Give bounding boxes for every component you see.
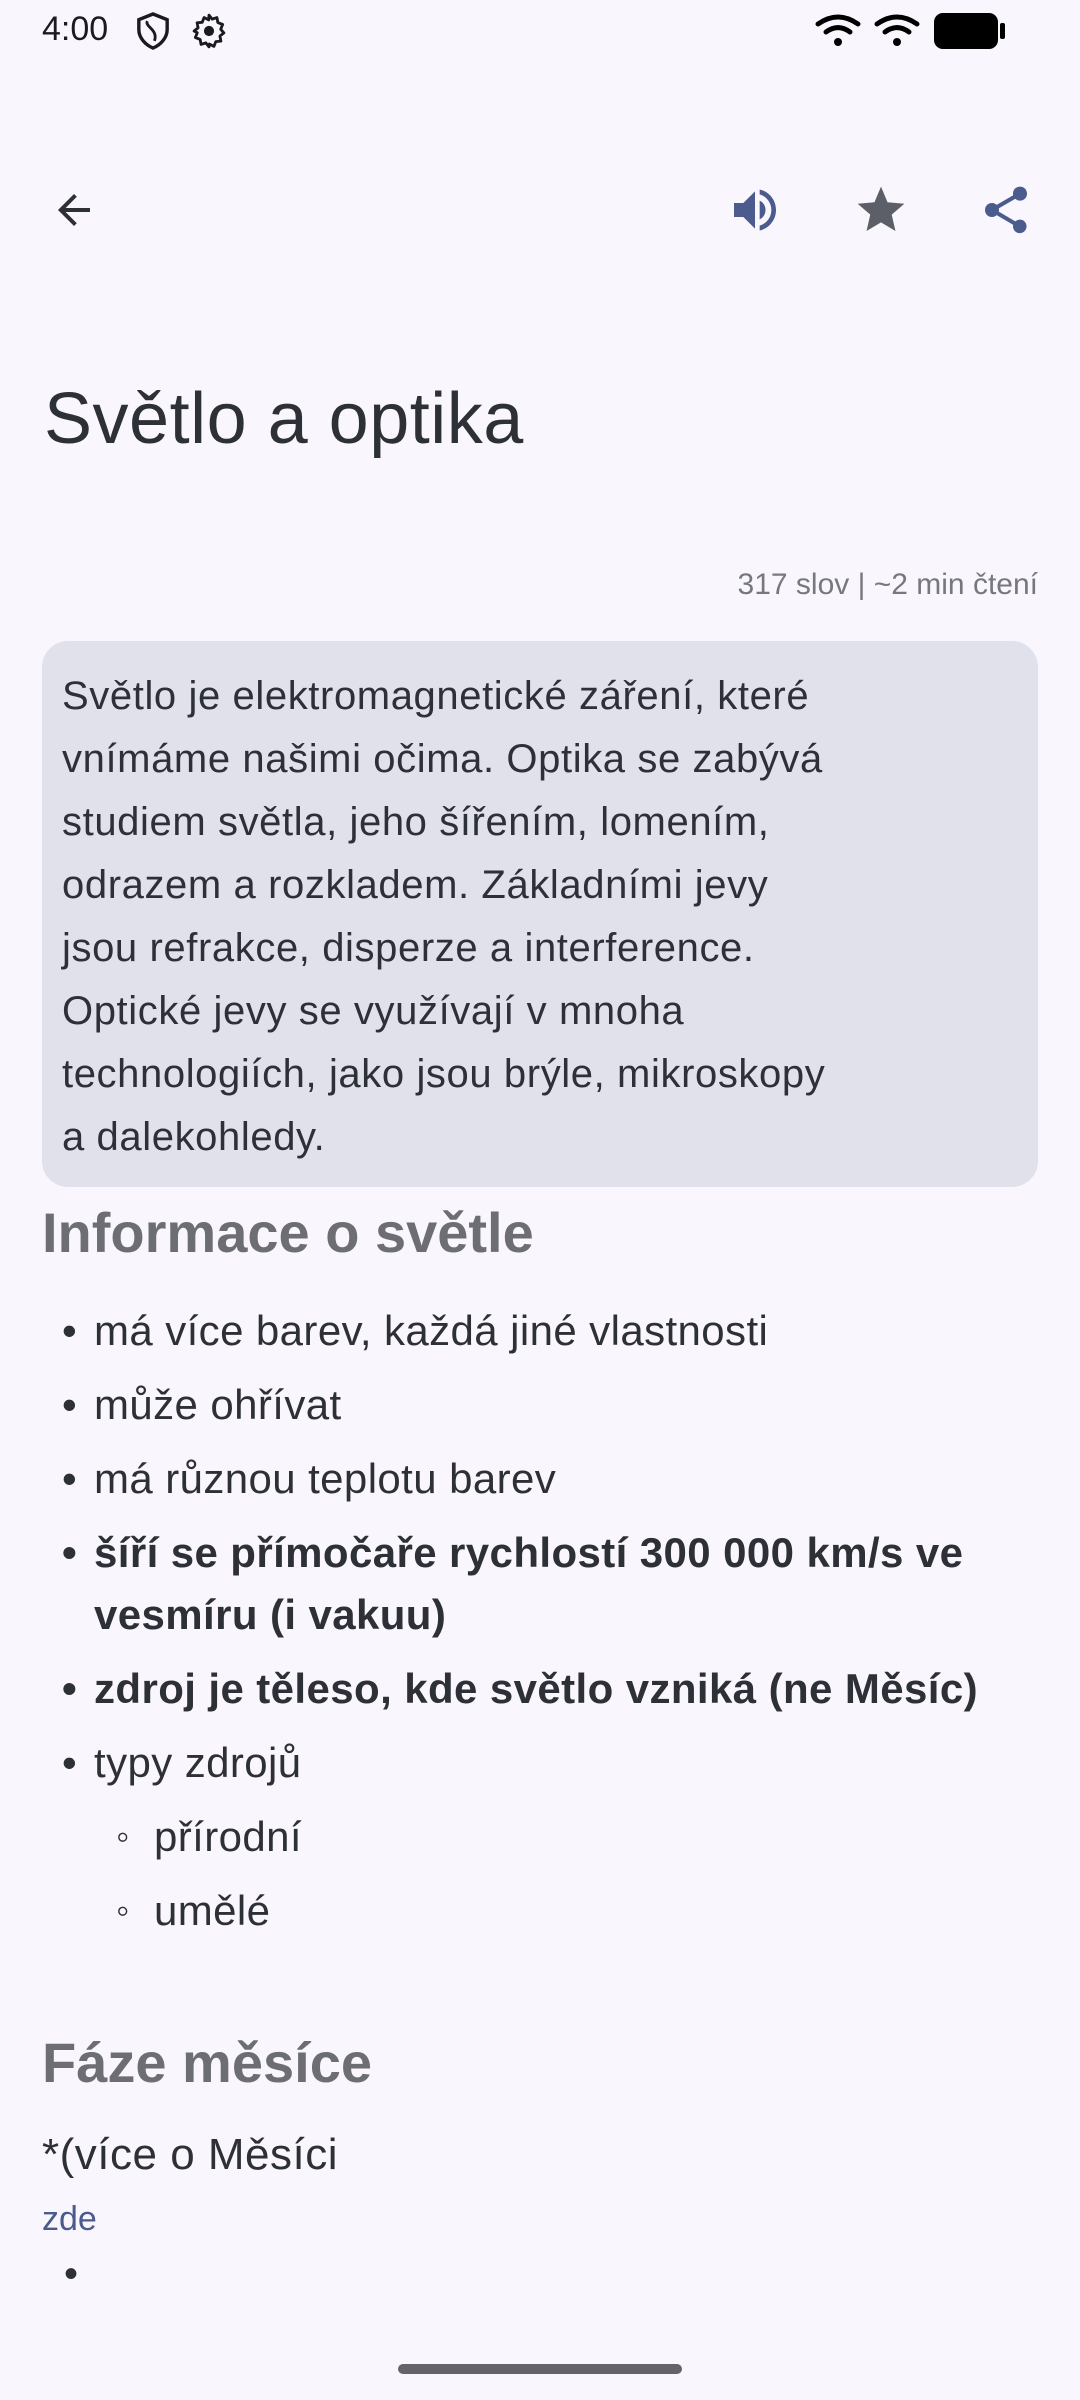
favorite-button[interactable] [841,170,921,250]
empty-list-item: • [64,2252,79,2296]
status-bar [0,0,1080,62]
list-item-label: typy zdrojů [94,1739,302,1786]
star-icon [853,182,909,238]
summary-line: a dalekohledy. [62,1115,326,1159]
article-title: Světlo a optika [44,379,524,459]
battery-icon [934,13,1006,49]
moon-info-link[interactable]: zde [42,2200,97,2238]
text-to-speech-button[interactable] [715,170,795,250]
wifi-icon [874,14,920,48]
list-item: • zdroj je těleso, kde světlo vzniká (ne Měsíc) [58,1658,1018,1720]
section-heading-moon-phases: Fáze měsíce [42,2031,372,2094]
arrow-back-icon [50,186,98,234]
gesture-nav-handle[interactable] [398,2364,682,2374]
section-heading-light-info: Informace o světle [42,1201,534,1264]
share-button[interactable] [966,170,1046,250]
wifi-icon [815,14,861,48]
moon-note: *(více o Měsíci [42,2130,339,2179]
summary-line: odrazem a rozkladem. Základními jevy [62,863,769,907]
gear-icon [190,12,228,50]
sub-list-item: ◦ přírodní [106,1806,1018,1868]
top-app-bar [0,160,1080,260]
light-info-list [58,1300,1018,1954]
summary-line: Optické jevy se využívají v mnoha [62,989,685,1033]
summary-line: studiem světla, jeho šířením, lomením, [62,800,770,844]
summary-line: jsou refrakce, disperze a interference. [62,926,755,970]
list-item: • má více barev, každá jiné vlastnosti [58,1300,1018,1362]
status-time: 4:00 [42,10,109,48]
list-item: • šíří se přímočaře rychlostí 300 000 km/s ve vesmíru (i vakuu) [58,1522,1018,1646]
speaker-icon [727,182,783,238]
summary-line: vnímáme našimi očima. Optika se zabývá [62,737,823,781]
back-button[interactable] [34,170,114,250]
list-item: • má různou teplotu barev [58,1448,1018,1510]
summary-line: technologiích, jako jsou brýle, mikroskopy [62,1052,826,1096]
list-item: • může ohřívat [58,1374,1018,1436]
summary-line: Světlo je elektromagnetické záření, které [62,674,810,718]
share-icon [978,182,1034,238]
shield-icon [136,12,170,50]
summary-card [42,641,1038,1187]
reading-stats: 317 slov | ~2 min čtení [737,568,1038,601]
source-types-sublist [94,1806,1018,1942]
list-item-source-types [58,1732,1018,1942]
sub-list-item: ◦ umělé [106,1880,1018,1942]
